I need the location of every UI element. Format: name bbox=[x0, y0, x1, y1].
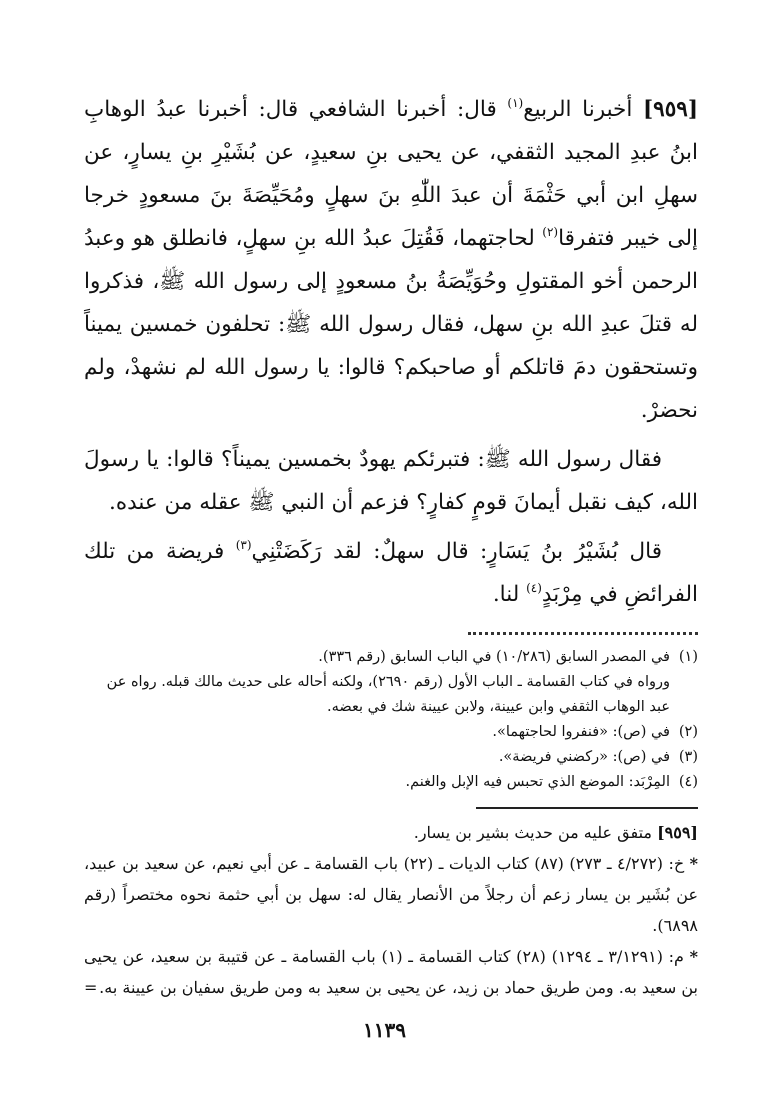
footnote-text: في المصدر السابق (١٠/٢٨٦) في الباب السابق (رقم ٣٣٦). bbox=[318, 649, 670, 665]
footnote-text: في (ص): «ركضني فريضة». bbox=[498, 749, 670, 765]
footnote-label: (٤) bbox=[678, 774, 698, 790]
text-segment: أخبرنا الربيع bbox=[523, 97, 643, 122]
hadith-number: [٩٥٩] bbox=[642, 97, 698, 122]
footnotes bbox=[84, 645, 698, 795]
footnote-ref-4: (٤) bbox=[526, 581, 542, 595]
footnote-1 bbox=[84, 645, 698, 670]
footnote-label: (٢) bbox=[678, 724, 698, 740]
hadith-paragraph-1 bbox=[84, 88, 698, 432]
dotted-separator bbox=[468, 622, 698, 635]
page-number: ١١٣٩ bbox=[363, 1018, 406, 1042]
hadith-paragraph-3 bbox=[84, 530, 698, 616]
bullet-star: * bbox=[689, 854, 698, 873]
footnote-3 bbox=[84, 745, 698, 770]
footnote-text: في (ص): «فنفروا لحاجتهما». bbox=[492, 724, 670, 740]
footnote-1-continuation: ورواه في كتاب القسامة ـ الباب الأول (رقم ٢٦٩٠)، ولكنه أحاله على حديث مالك قبله. رواه عن عبد الوهاب الثقفي وابن عيينة، ولابن عيينة شك في بعضه. bbox=[106, 674, 670, 715]
footnote-label: (٣) bbox=[678, 749, 698, 765]
takhrij-text: م: (٣/١٢٩١ ـ ١٢٩٤) (٢٨) كتاب القسامة ـ (١) باب القسامة ـ عن قتيبة بن سعيد، عن يحيى بن سعيد به. ومن طريق حماد بن زيد، عن يحيى بن سعيد به ومن طريق سفيان بن عيينة به. bbox=[84, 947, 698, 997]
section-divider bbox=[476, 807, 698, 809]
text-segment: لنا. bbox=[492, 582, 527, 607]
footnote-2 bbox=[84, 720, 698, 745]
page-content bbox=[84, 88, 698, 1003]
continued-mark: = bbox=[84, 978, 98, 997]
takhrij-section bbox=[84, 817, 698, 1003]
footnote-label: (١) bbox=[678, 649, 698, 665]
text-segment: لحاجتهما، فَقُتِلَ عبدُ الله بنِ سهلٍ، فانطلق هو وعبدُ الرحمن أخو المقتولِ وحُوَيِّصَةُ بنُ مسعودٍ إلى رسول الله ﷺ، فذكروا له قتلَ عبدِ الله بنِ سهل، فقال رسول الله ﷺ: تحلفون خمسين يميناً وتستحقون دمَ قاتلكم أو صاحبكم؟ قالوا: يا رسول الله لم نشهدْ، ولم نحضرْ. bbox=[84, 226, 698, 423]
footnote-ref-1: (١) bbox=[507, 96, 524, 110]
footnote-4 bbox=[84, 770, 698, 795]
takhrij-text: خ: (٤/٢٧٢ ـ ٢٧٣) (٨٧) كتاب الديات ـ (٢٢) باب القسامة ـ عن أبي نعيم، عن سعيد بن عبيد، عن بُشَير بن يسار زعم أن رجلاً من الأنصار يقال له: سهل بن أبي حثمة نحوه مختصراً (رقم ٦٨٩٨). bbox=[84, 854, 698, 935]
footnote-ref-3: (٣) bbox=[235, 538, 252, 552]
footnote-ref-2: (٢) bbox=[542, 225, 559, 239]
takhrij-number: [٩٥٩] bbox=[657, 823, 698, 842]
bullet-star: * bbox=[689, 947, 699, 966]
takhrij-lead bbox=[84, 817, 698, 848]
text-segment: قال بُشَيْرُ بنُ يَسَارٍ: قال سهلٌ: لقد رَكَضَتْنِي bbox=[251, 539, 662, 564]
text-segment: قال: أخبرنا الشافعي قال: أخبرنا عبدُ الوهابِ ابنُ عبدِ المجيد الثقفي، عن يحيى بنِ سعيدٍ، عن بُشَيْرِ بنِ يسارٍ، عن سهلِ ابن أبي حَثْمَةَ أن عبدَ اللّٰهِ بنَ سهلٍ ومُحَيِّصَةَ بنَ مسعودٍ خرجا إلى خيبر فتفرقا bbox=[84, 97, 698, 251]
takhrij-summary: متفق عليه من حديث بشير بن يسار. bbox=[413, 823, 658, 842]
takhrij-muslim bbox=[84, 941, 698, 1003]
text-segment: فريضة من تلك الفرائضِ في مِرْبَدٍ bbox=[84, 539, 698, 607]
footnote-text: المِرْبَد: الموضع الذي تحبس فيه الإبل والغنم. bbox=[405, 774, 670, 790]
hadith-paragraph-2: فقال رسول الله ﷺ: فتبرئكم يهودٌ بخمسين يميناً؟ قالوا: يا رسولَ الله، كيف نقبل أيمانَ قومٍ كفارٍ؟ فزعم أن النبي ﷺ عقله من عنده. bbox=[84, 447, 698, 515]
takhrij-bukhari bbox=[84, 848, 698, 941]
hadith-text bbox=[84, 88, 698, 616]
